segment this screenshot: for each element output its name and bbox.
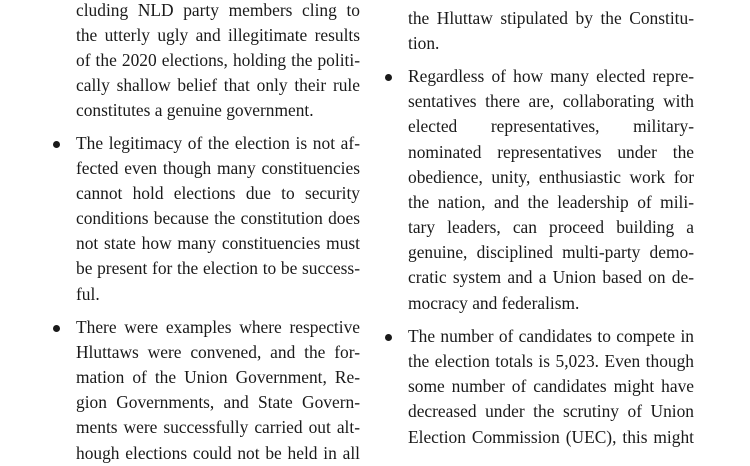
text-line: genuine, disciplined multi-party demo- — [408, 242, 694, 262]
text-line: The number of candidates to compete in — [408, 326, 694, 346]
text-line: fected even though many constituencies — [76, 158, 360, 178]
bullet-icon — [53, 325, 60, 332]
text-line: the utterly ugly and illegitimate results — [76, 25, 360, 45]
text-line: sentatives there are, collaborating with — [408, 91, 694, 111]
text-line: mocracy and federalism. — [408, 293, 580, 313]
text-line: cally shallow belief that only their rule — [76, 75, 360, 95]
text-line: decreased under the scrutiny of Union — [408, 401, 694, 421]
text-line: conditions because the constitution does — [76, 208, 360, 228]
text-line: nominated representatives under the — [408, 142, 694, 162]
text-line: the Hluttaw stipulated by the Constitu- — [408, 8, 694, 28]
text-line: Hluttaws were convened, and the for- — [76, 342, 360, 362]
text-line: obedience, unity, enthusiastic work for — [408, 167, 694, 187]
text-line: constitutes a genuine government. — [76, 100, 314, 120]
text-line: The legitimacy of the election is not af- — [76, 133, 360, 153]
text-line: mation of the Union Government, Re- — [76, 367, 360, 387]
text-line: tary leaders, can proceed building a — [408, 217, 694, 237]
text-line: ful. — [76, 284, 100, 304]
text-line: elected representatives, military- — [408, 116, 694, 136]
text-line: the nation, and the leadership of mili- — [408, 192, 694, 212]
bullet-icon — [53, 141, 60, 148]
text-line: cannot hold elections due to security — [76, 183, 360, 203]
text-line: gion Governments, and State Govern- — [76, 392, 360, 412]
text-line: of the 2020 elections, holding the politi- — [76, 50, 360, 70]
bullet-icon — [385, 74, 392, 81]
text-line: some number of candidates might have — [408, 376, 694, 396]
text-line: the election totals is 5,023. Even though — [408, 351, 694, 371]
text-line: tion. — [408, 33, 440, 53]
text-line: not state how many constituencies must — [76, 233, 360, 253]
text-line: Election Commission (UEC), this might — [408, 427, 694, 447]
text-line: cluding NLD party members cling to — [76, 0, 360, 20]
text-line: ments were successfully carried out alt- — [76, 417, 360, 437]
text-line: There were examples where respective — [76, 317, 360, 337]
bullet-icon — [385, 334, 392, 341]
text-line: be present for the election to be success- — [76, 258, 360, 278]
text-line: hough elections could not be held in all — [76, 443, 360, 463]
text-line: cratic system and a Union based on de- — [408, 267, 694, 287]
text-line: Regardless of how many elected repre- — [408, 66, 694, 86]
